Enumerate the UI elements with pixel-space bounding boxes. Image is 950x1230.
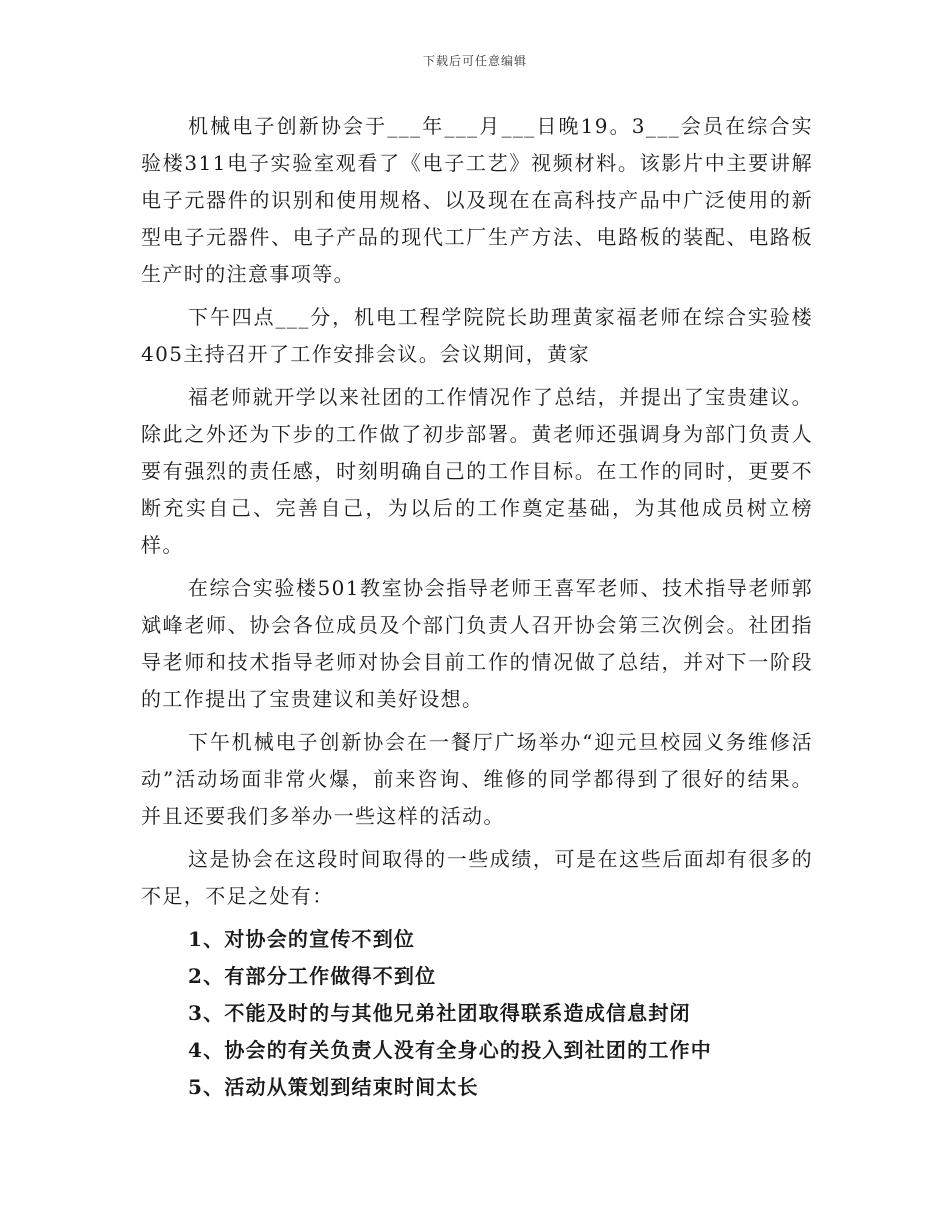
list-item: 2、有部分工作做得不到位 (188, 964, 437, 988)
header-note: 下载后可任意编辑 (422, 54, 527, 68)
shortcomings-list (141, 921, 813, 1106)
paragraph-repair-activity: 下午机械电子创新协会在一餐厅广场举办“迎元旦校园义务维修活动”活动场面非常火爆，前来咨询、维修的同学都得到了很好的结果。并且还要我们多举办一些这样的活动。 (141, 730, 813, 828)
paragraph-work-meeting: 下午四点___分，机电工程学院院长助理黄家福老师在综合实验楼405主持召开了工作安排会议。会议期间，黄家 (141, 305, 813, 366)
list-item: 1、对协会的宣传不到位 (188, 927, 416, 951)
list-item: 5、活动从策划到结束时间太长 (188, 1075, 479, 1099)
paragraph-achievements-shortcomings: 这是协会在这段时间取得的一些成绩，可是在这些后面却有很多的不足，不足之处有： (141, 847, 813, 908)
list-item: 3、不能及时的与其他兄弟社团取得联系造成信息封闭 (188, 1001, 691, 1025)
paragraph-third-meeting: 在综合实验楼501教室协会指导老师王喜军老师、技术指导老师郭斌峰老师、协会各位成员及个部门负责人召开协会第三次例会。社团指导老师和技术指导老师对协会目前工作的情况做了总结，并对下一阶段的工作提出了宝贵建议和美好设想。 (141, 576, 813, 711)
paragraph-video-viewing: 机械电子创新协会于___年___月___日晚19。3___会员在综合实验楼311电子实验室观看了《电子工艺》视频材料。该影片中主要讲解电子元器件的识别和使用规格、以及现在在高科技产品中广泛使用的新型电子元器件、电子产品的现代工厂生产方法、电路板的装配、电路板生产时的注意事项等。 (141, 114, 813, 286)
paragraph-summary-suggestions: 福老师就开学以来社团的工作情况作了总结，并提出了宝贵建议。除此之外还为下步的工作做了初步部署。黄老师还强调身为部门负责人要有强烈的责任感，时刻明确自己的工作目标。在工作的同时，更要不断充实自己、完善自己，为以后的工作奠定基础，为其他成员树立榜样。 (141, 385, 813, 557)
list-item: 4、协会的有关负责人没有全身心的投入到社团的工作中 (188, 1038, 712, 1062)
document-body (141, 108, 813, 1106)
